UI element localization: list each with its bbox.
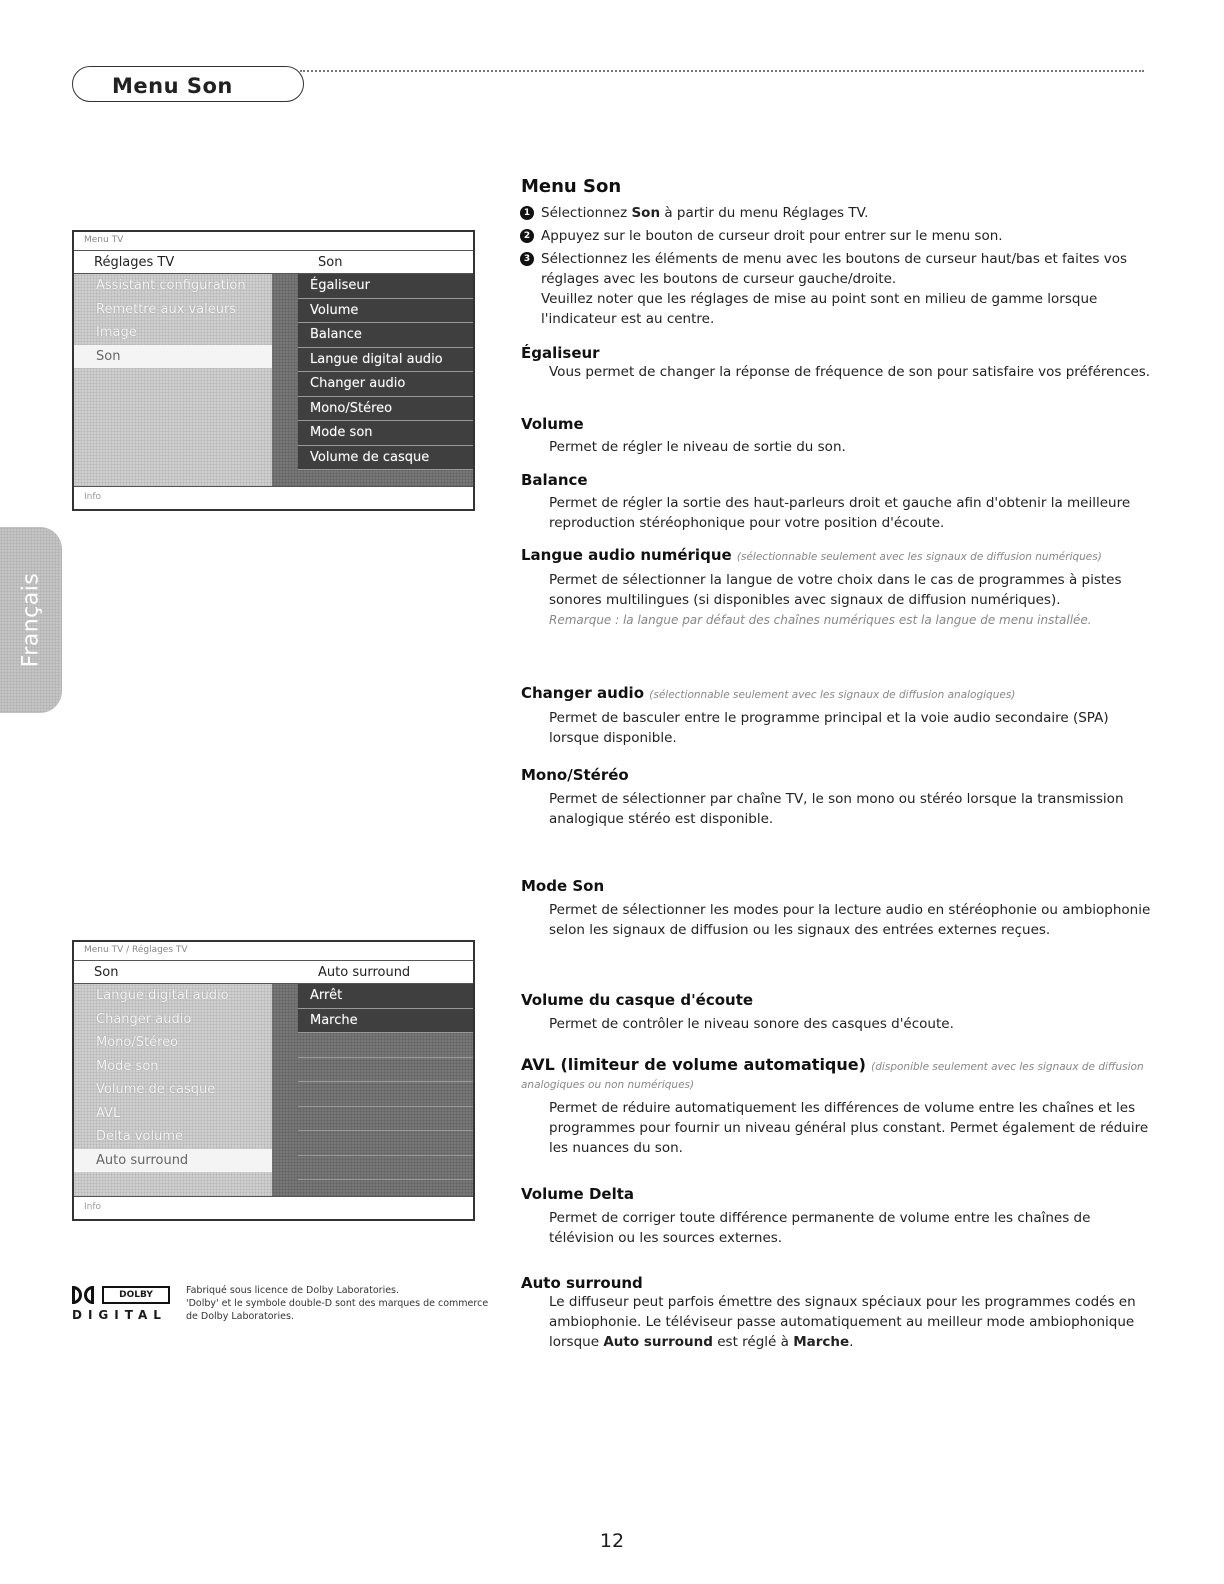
tv-menu-item[interactable]: AVL [96, 1105, 121, 1121]
step-2 [521, 226, 1153, 246]
tv-info-bar: Info [74, 1196, 473, 1217]
dolby-license-note [186, 1284, 496, 1323]
tv-submenu-empty-row [298, 1058, 473, 1083]
section-heading: Volume du casque d'écoute [521, 991, 754, 1009]
step-number-icon: 2 [520, 229, 534, 243]
tv-left-panel [74, 984, 272, 1196]
dolby-box: DOLBY [102, 1286, 170, 1304]
section-body: Permet de régler la sortie des haut-parleurs droit et gauche afin d'obtenir la meilleure reproduction stéréophonique pour votre position d'écoute. [549, 495, 1131, 531]
language-side-tab-label: Français [18, 572, 44, 668]
section-heading-text: AVL (limiteur de volume automatique) [521, 1055, 866, 1074]
section-body: Permet de basculer entre le programme principal et la voie audio secondaire (SPA) lorsque disponible. [549, 710, 1109, 746]
tv-menu-item[interactable]: Delta volume [96, 1129, 183, 1144]
step-number-icon: 3 [520, 252, 534, 266]
section-heading: Volume Delta [521, 1185, 634, 1203]
tv-left-header: Son [94, 964, 119, 980]
tv-submenu-item[interactable]: Volume de casque [298, 446, 473, 471]
tv-menu-item[interactable]: Image [96, 325, 137, 340]
section-heading: Volume [521, 415, 584, 433]
section-body: Vous permet de changer la réponse de fréquence de son pour satisfaire vos préférences. [549, 364, 1151, 380]
tv-breadcrumb: Menu TV / Réglages TV [84, 945, 188, 955]
intro-section [521, 176, 1153, 329]
section-heading: Auto surround [521, 1274, 643, 1292]
section-remark: Remarque : la langue par défaut des chaînes numériques est la langue de menu installée. [549, 613, 1092, 627]
balance-section [521, 471, 1153, 533]
tv-submenu-empty-row [298, 1082, 473, 1107]
dolby-digital-text: DIGITAL [72, 1308, 167, 1322]
tv-menu-item[interactable]: Langue digital audio [96, 988, 229, 1003]
tv-right-header: Son [318, 254, 343, 270]
tv-submenu-item[interactable]: Égaliseur [298, 274, 473, 299]
mode-son-section [521, 877, 1153, 940]
tv-right-header: Auto surround [318, 964, 411, 980]
step-3 [521, 249, 1153, 329]
auto-surround-section [521, 1274, 1153, 1352]
tv-submenu-empty-row [298, 1107, 473, 1132]
tv-submenu-item[interactable]: Changer audio [298, 372, 473, 397]
tv-submenu-item[interactable]: Langue digital audio [298, 348, 473, 373]
section-heading-note: (disponible seulement avec les signaux de diffusion analogiques ou non numériques) [521, 1061, 1144, 1091]
tv-menu-item[interactable]: Remettre aux valeurs [96, 301, 237, 317]
tv-submenu-empty-row [298, 1131, 473, 1156]
tv-menu-screen-auto-surround [72, 940, 475, 1221]
section-body: Permet de contrôler le niveau sonore des casques d'écoute. [549, 1016, 954, 1032]
tv-menu-item-selected[interactable]: Auto surround [74, 1149, 272, 1173]
step-text: à partir du menu Réglages TV. [660, 205, 869, 221]
dolby-note-line: 'Dolby' et le symbole double-D sont des marques de commerce de Dolby Laboratories. [186, 1298, 489, 1322]
section-body: Permet de sélectionner la langue de votre choix dans le cas de programmes à pistes sonores multilingues (si disponibles avec signaux de diffusion numériques). [549, 572, 1122, 608]
double-d-left-icon [72, 1286, 82, 1304]
section-body: Le diffuseur peut parfois émettre des signaux spéciaux pour les programmes codés en ambiophonie. Le téléviseur passe automatiquement au meilleur mode ambiophonique lorsque Auto surround est réglé à Marche. [549, 1294, 1136, 1350]
volume-casque-section [521, 991, 1153, 1034]
section-heading-note: (sélectionnable seulement avec les signaux de diffusion numériques) [736, 551, 1102, 563]
tv-right-panel [272, 984, 473, 1196]
tv-submenu-empty-row [298, 1033, 473, 1058]
section-heading: Balance [521, 471, 588, 489]
page-number: 12 [599, 1530, 625, 1552]
step-bold: Son [631, 205, 661, 221]
section-heading: Égaliseur [521, 344, 600, 362]
section-body: Permet de sélectionner les modes pour la lecture audio en stéréophonie ou ambiophonie selon les signaux de diffusion ou les signaux des entrées externes reçues. [549, 902, 1151, 938]
section-title: Menu Son [521, 176, 622, 197]
tv-menu-item[interactable]: Changer audio [96, 1011, 192, 1027]
tv-left-header: Réglages TV [94, 254, 175, 270]
tv-submenu-empty-row [298, 1156, 473, 1181]
section-heading-note: (sélectionnable seulement avec les signaux de diffusion analogiques) [649, 689, 1016, 701]
tv-menu-item[interactable]: Volume de casque [96, 1082, 216, 1097]
tv-submenu-item[interactable]: Volume [298, 299, 473, 324]
mono-stereo-section [521, 766, 1153, 829]
tv-submenu-item[interactable]: Mode son [298, 421, 473, 446]
section-heading-text: Langue audio numérique [521, 546, 732, 564]
step-text: Appuyez sur le bouton de curseur droit pour entrer sur le menu son. [541, 228, 1003, 244]
page-title: Menu Son [112, 74, 233, 98]
tv-menu-item[interactable]: Assistant configuration [96, 278, 246, 293]
step-text: Sélectionnez les éléments de menu avec les boutons de curseur haut/bas et faites vos réglages avec les boutons de curseur gauche/droite. [541, 251, 1128, 287]
step-number-icon: 1 [520, 206, 534, 220]
section-body: Permet de réduire automatiquement les différences de volume entre les chaînes et les programmes pour fournir un niveau général plus constant. Permet également de réduire les nuances du son. [549, 1100, 1149, 1156]
section-heading [521, 1055, 1153, 1092]
dolby-digital-logo [72, 1286, 172, 1322]
tv-menu-screen-son [72, 230, 475, 511]
section-heading: Mono/Stéréo [521, 766, 629, 784]
tv-submenu-item[interactable]: Balance [298, 323, 473, 348]
tv-info-bar: Info [74, 486, 473, 507]
volume-delta-section [521, 1185, 1153, 1248]
section-heading-text: Changer audio [521, 684, 645, 702]
section-heading: Mode Son [521, 877, 605, 895]
tv-menu-header [74, 250, 473, 274]
step-1 [521, 203, 1153, 223]
egaliseur-section [521, 344, 1153, 382]
section-body: Permet de sélectionner par chaîne TV, le son mono ou stéréo lorsque la transmission analogique stéréo est disponible. [549, 791, 1124, 827]
section-heading [521, 546, 1153, 564]
langue-audio-section [521, 546, 1153, 630]
volume-section [521, 415, 1153, 457]
section-heading [521, 684, 1153, 702]
section-body: Permet de corriger toute différence permanente de volume entre les chaînes de télévision ou les sources externes. [549, 1210, 1091, 1246]
tv-menu-item-selected[interactable]: Son [74, 345, 272, 369]
dolby-note-line: Fabriqué sous licence de Dolby Laboratories. [186, 1285, 400, 1296]
tv-right-panel [272, 274, 473, 486]
section-body: Permet de régler le niveau de sortie du son. [549, 439, 846, 455]
avl-section [521, 1055, 1153, 1158]
tv-left-panel [74, 274, 272, 486]
tv-breadcrumb: Menu TV [84, 235, 124, 245]
tv-submenu-item[interactable]: Marche [298, 1009, 473, 1034]
tv-menu-item[interactable]: Mode son [96, 1058, 159, 1074]
step-text: Sélectionnez [541, 205, 632, 221]
changer-audio-section [521, 684, 1153, 748]
tv-menu-item[interactable]: Mono/Stéreo [96, 1035, 179, 1050]
tv-submenu-item[interactable]: Mono/Stéreo [298, 397, 473, 422]
tv-menu-header [74, 960, 473, 984]
tv-submenu-item[interactable]: Arrêt [298, 984, 473, 1009]
header-divider [300, 70, 1144, 72]
step-text: Veuillez noter que les réglages de mise au point sont en milieu de gamme lorsque l'indicateur est au centre. [541, 291, 1098, 327]
double-d-right-icon [84, 1286, 94, 1304]
